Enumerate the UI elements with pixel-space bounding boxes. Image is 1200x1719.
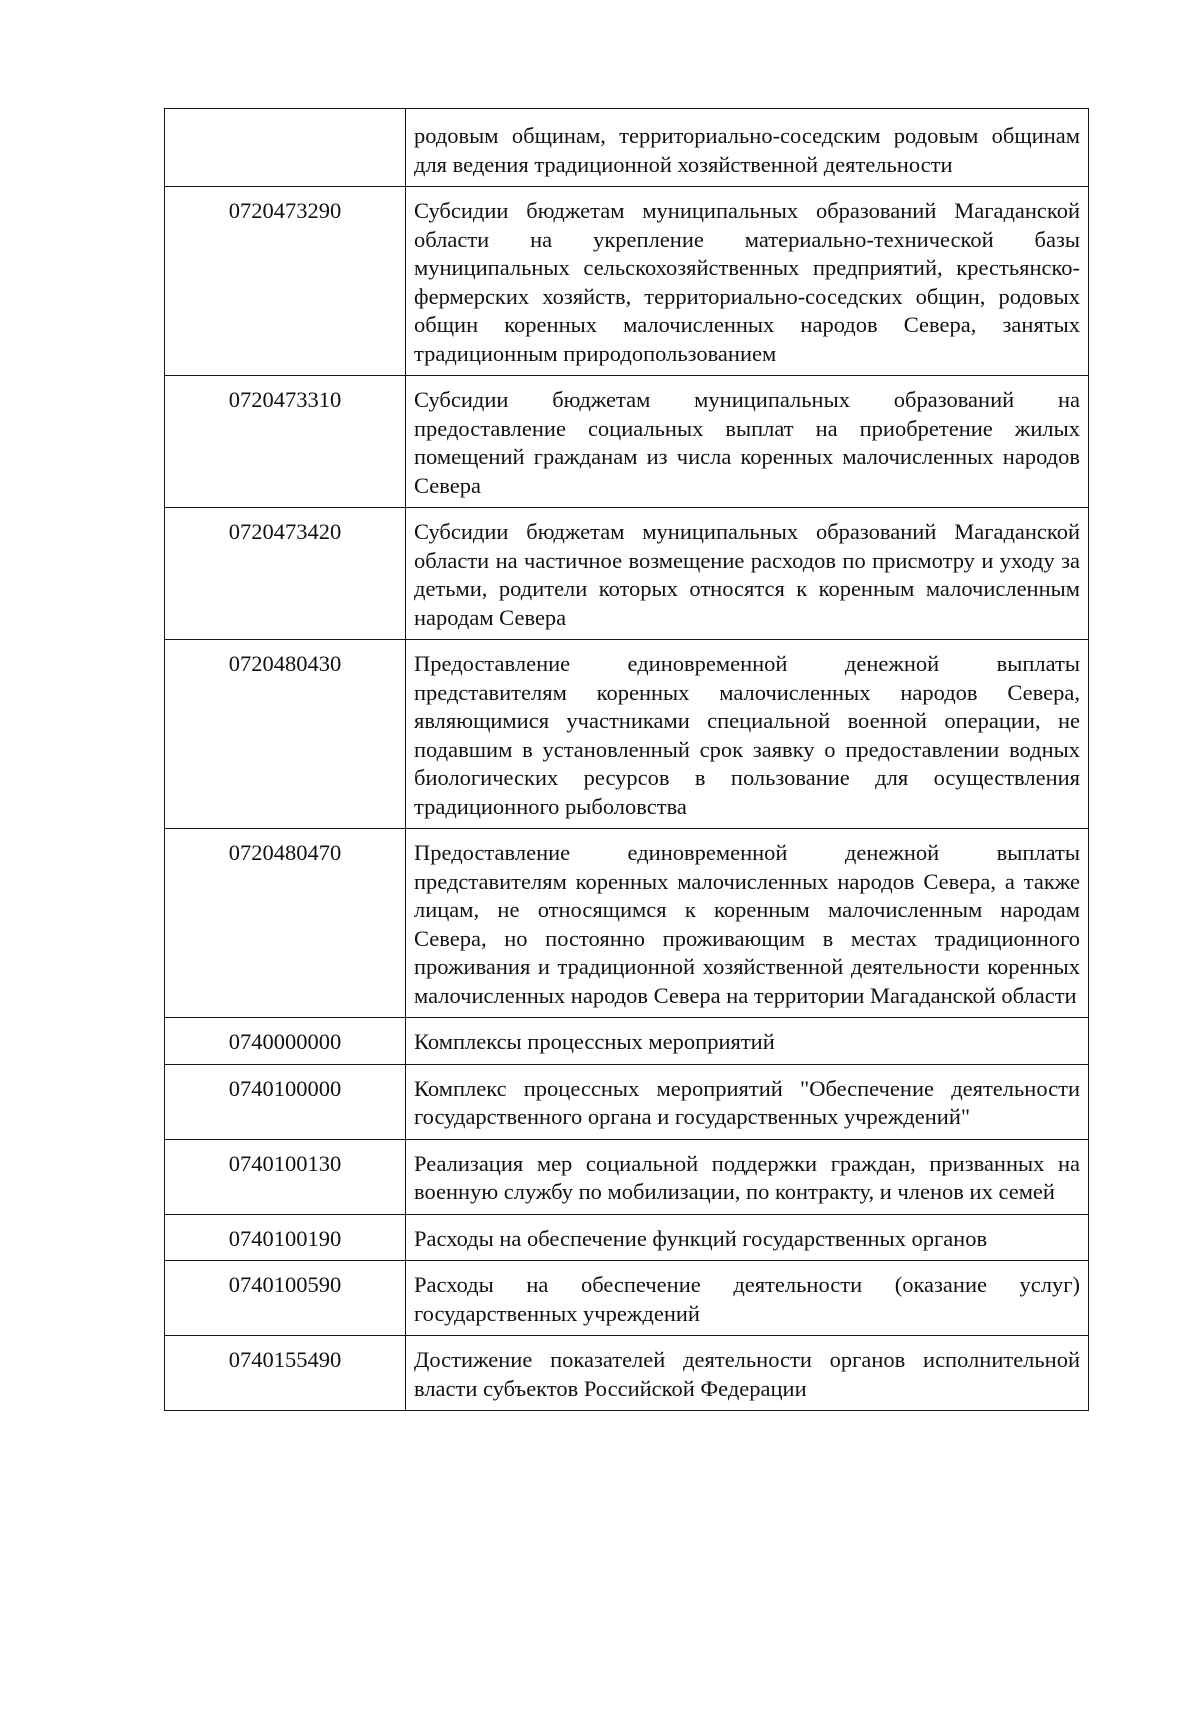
table-row (165, 376, 1089, 508)
code-cell: 0740100000 (165, 1064, 406, 1139)
description-cell: Предоставление единовременной денежной выплаты представителям коренных малочисленных народов Севера, являющимися участниками специальной военной операции, не подавшим в установленный срок заявку о предоставлении водных биологических ресурсов в пользование для осуществления традиционного рыболовства (406, 640, 1089, 829)
description-cell: Расходы на обеспечение деятельности (оказание услуг) государственных учреждений (406, 1261, 1089, 1336)
description-cell: родовым общинам, территориально-соседским родовым общинам для ведения традиционной хозяйственной деятельности (406, 109, 1089, 187)
table-row (165, 508, 1089, 640)
table-row (165, 1139, 1089, 1214)
code-cell: 0720473420 (165, 508, 406, 640)
description-cell: Реализация мер социальной поддержки граждан, призванных на военную службу по мобилизации, по контракту, и членов их семей (406, 1139, 1089, 1214)
budget-codes-table (164, 108, 1089, 1411)
description-cell: Расходы на обеспечение функций государственных органов (406, 1214, 1089, 1261)
description-cell: Субсидии бюджетам муниципальных образований Магаданской области на укрепление материально-технической базы муниципальных сельскохозяйственных предприятий, крестьянско-фермерских хозяйств, территориально-соседских общин, родовых общин коренных малочисленных народов Севера, занятых традиционным природопользованием (406, 187, 1089, 376)
code-cell: 0740155490 (165, 1336, 406, 1411)
description-cell: Достижение показателей деятельности органов исполнительной власти субъектов Российской Федерации (406, 1336, 1089, 1411)
table-row (165, 829, 1089, 1018)
code-cell: 0740100190 (165, 1214, 406, 1261)
code-cell: 0720473310 (165, 376, 406, 508)
code-cell: 0720480430 (165, 640, 406, 829)
code-cell: 0740100130 (165, 1139, 406, 1214)
description-cell: Предоставление единовременной денежной выплаты представителям коренных малочисленных народов Севера, а также лицам, не относящимся к коренным малочисленным народам Севера, но постоянно проживающим в местах традиционного проживания и традиционной хозяйственной деятельности коренных малочисленных народов Севера на территории Магаданской области (406, 829, 1089, 1018)
description-cell: Комплекс процессных мероприятий "Обеспечение деятельности государственного органа и государственных учреждений" (406, 1064, 1089, 1139)
description-cell: Комплексы процессных мероприятий (406, 1018, 1089, 1065)
table-row (165, 109, 1089, 187)
code-cell (165, 109, 406, 187)
code-cell: 0740100590 (165, 1261, 406, 1336)
code-cell: 0720480470 (165, 829, 406, 1018)
table-row (165, 187, 1089, 376)
code-cell: 0720473290 (165, 187, 406, 376)
table-row (165, 1214, 1089, 1261)
table-row (165, 1261, 1089, 1336)
table-row (165, 1018, 1089, 1065)
description-cell: Субсидии бюджетам муниципальных образований Магаданской области на частичное возмещение расходов по присмотру и уходу за детьми, родители которых относятся к коренным малочисленным народам Севера (406, 508, 1089, 640)
table-row (165, 640, 1089, 829)
code-cell: 0740000000 (165, 1018, 406, 1065)
table-row (165, 1336, 1089, 1411)
table-row (165, 1064, 1089, 1139)
description-cell: Субсидии бюджетам муниципальных образований на предоставление социальных выплат на приобретение жилых помещений гражданам из числа коренных малочисленных народов Севера (406, 376, 1089, 508)
